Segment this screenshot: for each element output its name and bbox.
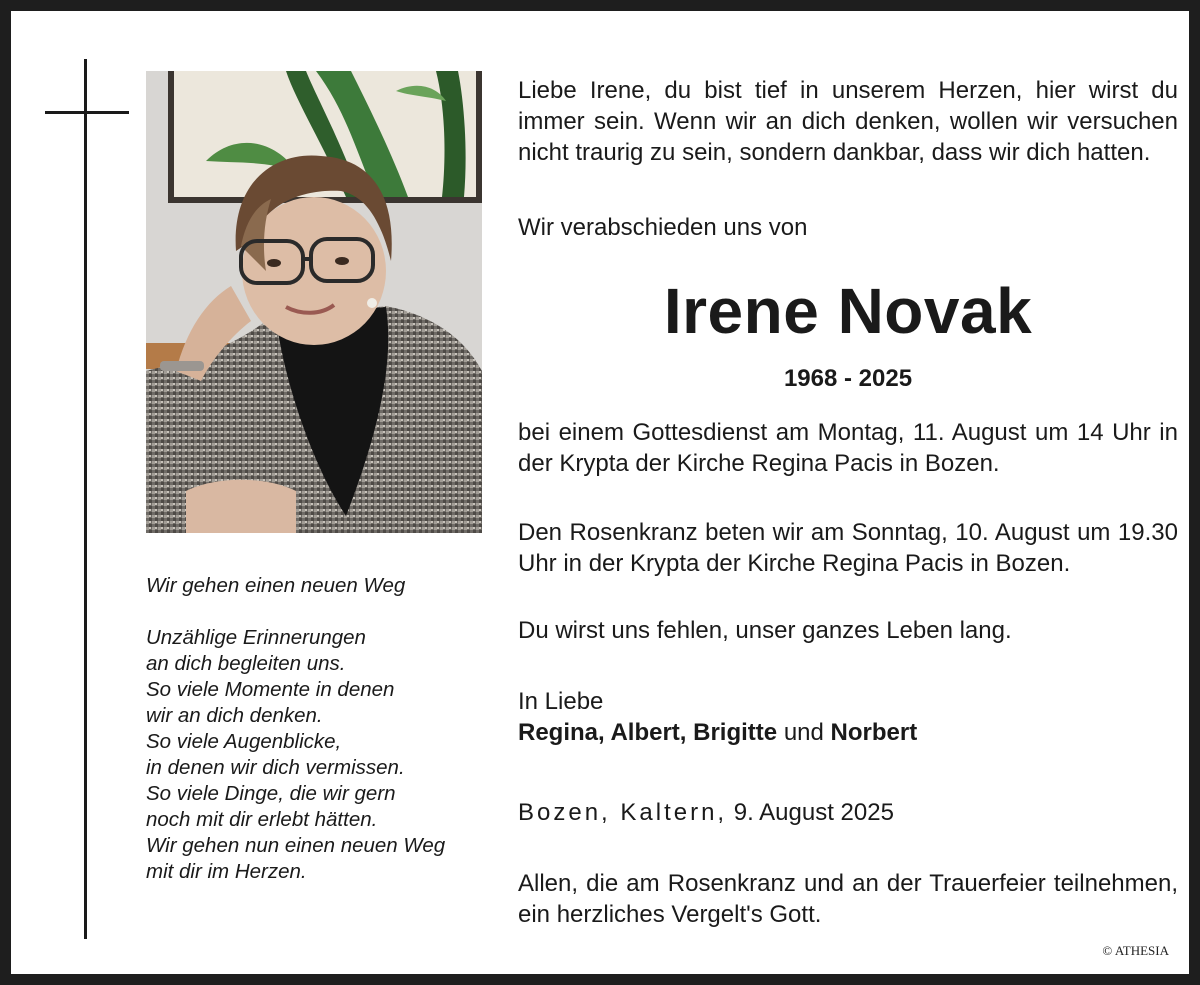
cross-icon-vertical [84,59,87,939]
poem-line: So viele Dinge, die wir gern [146,782,396,805]
signoff [518,686,1178,748]
poem-line: So viele Augenblicke, [146,730,342,753]
missing-line: Du wirst uns fehlen, unser ganzes Leben lang. [518,617,1012,644]
poem-line: Unzählige Erinnerungen [146,626,366,649]
place-date [518,797,1178,828]
mourners-conjunction: und [783,719,824,746]
mourner-last: Norbert [830,719,918,746]
rosary-paragraph: Den Rosenkranz beten wir am Sonntag, 10. August um 19.30 Uhr in der Krypta der Kirche Regina Pacis in Bozen. [518,519,1178,577]
intro-paragraph: Liebe Irene, du bist tief in unserem Herzen, hier wirst du immer sein. Wenn wir an dich denken, wollen wir versuchen nicht traurig zu sein, sondern dankbar, dass wir dich hatten. [518,77,1178,166]
service-paragraph: bei einem Gottesdienst am Montag, 11. August um 14 Uhr in der Krypta der Kirche Regina Pacis in Bozen. [518,419,1178,477]
poem-line: noch mit dir erlebt hätten. [146,808,378,831]
mourners-list: Regina, Albert, Brigitte [518,719,778,746]
poem-title: Wir gehen einen neuen Weg [146,574,406,597]
poem-line: an dich begleiten uns. [146,652,346,675]
deceased-name: Irene Novak [663,275,1033,347]
poem-line: Wir gehen nun einen neuen Weg [146,834,446,857]
portrait-photo [146,71,482,533]
notice-date: 9. August 2025 [733,799,894,826]
farewell-line: Wir verabschieden uns von [518,214,808,241]
place-towns: Bozen, Kaltern, [518,799,728,826]
poem-line: mit dir im Herzen. [146,860,307,883]
cross-icon-horizontal [45,111,129,114]
life-years: 1968 - 2025 [783,365,913,392]
poem-line: wir an dich denken. [146,704,323,727]
thanks-paragraph: Allen, die am Rosenkranz und an der Trauerfeier teilnehmen, ein herzliches Vergelt's Gott. [518,870,1178,928]
mourners-names [518,717,1178,748]
copyright-notice: © ATHESIA [1102,943,1169,958]
poem-line: in denen wir dich vermissen. [146,756,405,779]
poem [146,573,496,885]
signoff-label: In Liebe [518,688,604,715]
poem-line: So viele Momente in denen [146,678,395,701]
